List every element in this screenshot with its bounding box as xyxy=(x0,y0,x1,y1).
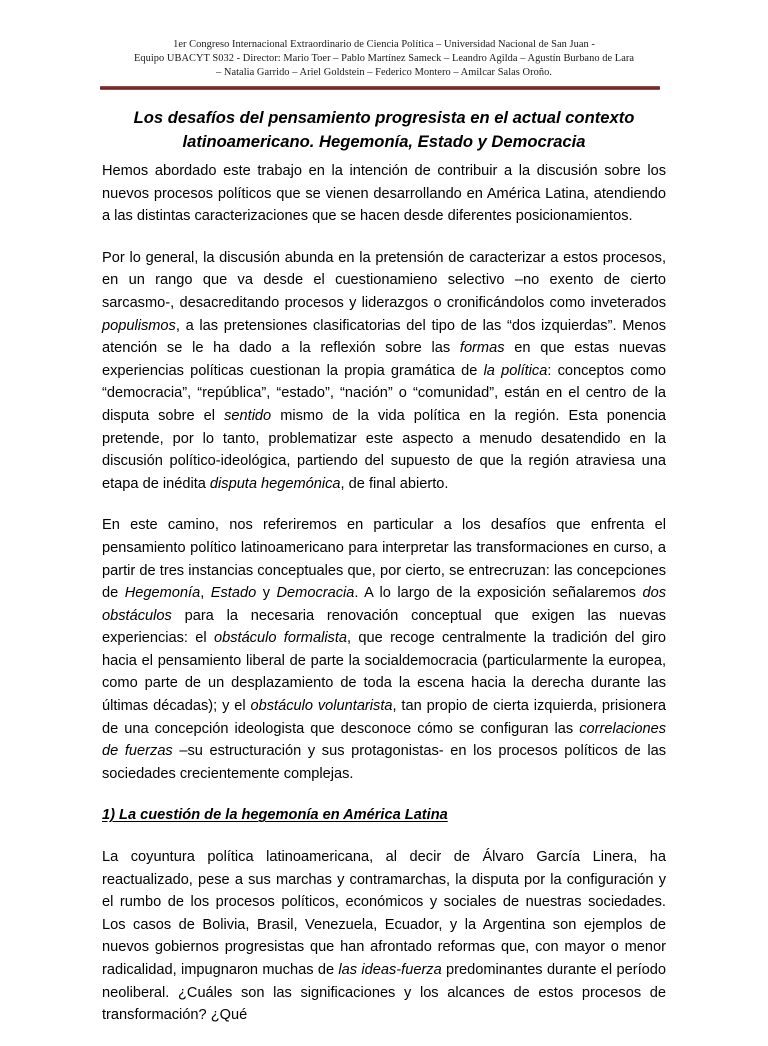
paragraph-3 xyxy=(102,514,666,785)
p4-emphasis-las-ideas-fuerza: las ideas-fuerza xyxy=(338,962,442,978)
page-title: Los desafíos del pensamiento progresista en el actual contexto latinoamericano. Hegemonía, Estado y Democracia xyxy=(133,108,635,151)
header-line-2: Equipo UBACYT S032 - Director: Mario Toer – Pablo Martínez Sameck – Leandro Agilda – Agustín Burbano de Lara xyxy=(133,53,635,65)
header-divider-rule xyxy=(100,86,660,90)
p4-seg-b: predominantes durante el período neoliberal. ¿Cuáles son las significaciones y los alcances de estos procesos de transformación? ¿Qué xyxy=(102,962,666,1024)
header-line-1: 1er Congreso Internacional Extraordinario de Ciencia Política – Universidad Nacional de San Juan - xyxy=(173,39,595,50)
p3-seg-f: , que recoge centralmente la tradición del giro hacia el pensamiento liberal de parte la socialdemocracia (particularmente la europea, como parte de un desplazamiento de toda la escena hacia la derecha durante las últimas décadas); y el xyxy=(102,630,666,715)
section-heading-1: 1) La cuestión de la hegemonía en América Latina xyxy=(102,807,448,824)
p3-seg-h: –su estructuración y sus protagonistas- en los procesos políticos de las sociedades crecientemente complejas. xyxy=(102,743,666,782)
p3-emphasis-correlaciones-de-fuerzas: correlaciones de fuerzas xyxy=(102,720,666,760)
paragraph-2 xyxy=(102,247,666,496)
p3-emphasis-obstaculo-voluntarista: obstáculo voluntarista xyxy=(250,698,393,715)
p3-emphasis-democracia: Democracia xyxy=(276,585,355,602)
p2-seg-b: , a las pretensiones clasificatorias del tipo de las “dos izquierdas”. Menos atención se le ha dado a la reflexión sobre las xyxy=(102,317,666,357)
p2-emphasis-populismos: populismos xyxy=(102,317,176,334)
p2-seg-d: : conceptos como “democracia”, “república”, “estado”, “nación” o “comunidad”, están en el centro de la disputa sobre el xyxy=(102,362,666,424)
p2-seg-f: , de final abierto. xyxy=(340,475,449,492)
p2-seg-c: en que estas nuevas experiencias políticas cuestionan la propia gramática de xyxy=(102,340,666,379)
p2-emphasis-formas: formas xyxy=(459,340,505,357)
p2-emphasis-disputa-hegemonica: disputa hegemónica xyxy=(209,475,341,492)
p2-emphasis-la-politica: la política xyxy=(483,362,548,379)
p3-emphasis-obstaculo-formalista: obstáculo formalista xyxy=(213,630,348,647)
p3-seg-b: , xyxy=(200,585,211,602)
p3-seg-g: , tan propio de cierta izquierda, prisionera de una concepción ideologista que desconoce cómo se configuran las xyxy=(102,698,666,737)
p3-seg-e: para la necesaria renovación conceptual que exigen las nuevas experiencias: el xyxy=(102,607,666,647)
p3-seg-d: . A lo largo de la exposición señalaremos xyxy=(354,585,643,602)
paragraph-1 xyxy=(102,160,666,228)
p2-seg-a: Por lo general, la discusión abunda en la pretensión de caracterizar a estos procesos, en un rango que va desde el cuestionamieno selectivo –no exento de cierto sarcasmo-, desacreditando procesos y liderazgos o cronificándolos como inveterados xyxy=(102,249,666,311)
document-body xyxy=(102,160,666,1046)
paragraph-1-text: Hemos abordado este trabajo en la intención de contribuir a la discusión sobre los nuevos procesos políticos que se vienen desarrollando en América Latina, atendiendo a las distintas caracterizaciones que se hacen desde diferentes posicionamientos. xyxy=(102,163,666,225)
p3-emphasis-dos-obstaculos: dos obstáculos xyxy=(102,585,667,624)
p2-seg-e: mismo de la vida política en la región. Esta ponencia pretende, por lo tanto, problematizar este aspecto a menudo desatendido en la discusión político-ideológica, partiendo del supuesto de que la región atraviesa una etapa de inédita xyxy=(102,407,666,492)
paragraph-4 xyxy=(102,846,666,1027)
p3-seg-a: En este camino, nos referiremos en particular a los desafíos que enfrenta el pensamiento político latinoamericano para interpretar las transformaciones en curso, a partir de tres instancias conceptuales que, por cierto, se entrecruzan: las concepciones de xyxy=(102,517,666,602)
p3-emphasis-hegemonia: Hegemonía xyxy=(124,585,201,602)
header-line-3: – Natalia Garrido – Ariel Goldstein – Federico Montero – Amilcar Salas Oroño. xyxy=(216,67,552,79)
p4-seg-a: La coyuntura política latinoamericana, al decir de Álvaro García Linera, ha reactualizado, pese a sus marchas y contramarchas, la disputa por la configuración y el rumbo de los procesos políticos, económicos y sociales de nuestras sociedades. Los casos de Bolivia, Brasil, Venezuela, Ecuador, y la Argentina son ejemplos de nuevos gobiernos progresistas que han afrontado reformas que, con mayor o menor radicalidad, impugnaron muchas de xyxy=(102,849,666,978)
running-header xyxy=(40,38,728,81)
p3-seg-c: y xyxy=(256,585,277,602)
p3-emphasis-estado: Estado xyxy=(210,585,257,602)
p2-emphasis-sentido: sentido xyxy=(224,407,272,424)
